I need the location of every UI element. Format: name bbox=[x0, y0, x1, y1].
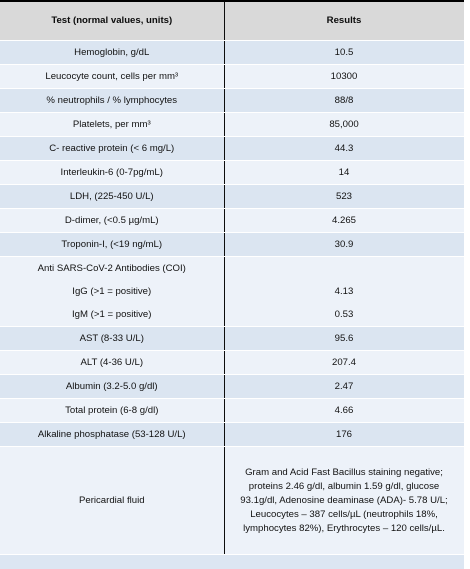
table-row bbox=[0, 209, 464, 233]
test-result: 44.3 bbox=[224, 137, 464, 161]
test-name: Pericardial fluid bbox=[0, 447, 224, 555]
test-name: Troponin-I, (<19 ng/mL) bbox=[0, 233, 224, 257]
test-name: AST (8-33 U/L) bbox=[0, 327, 224, 351]
table-row bbox=[0, 375, 464, 399]
test-result: 10300 bbox=[224, 65, 464, 89]
test-result: 85,000 bbox=[224, 113, 464, 137]
table-row bbox=[0, 351, 464, 375]
test-name: IgG (>1 = positive) bbox=[0, 280, 224, 303]
test-result: 14 bbox=[224, 161, 464, 185]
table-row bbox=[0, 137, 464, 161]
test-result: 10.5 bbox=[224, 41, 464, 65]
test-name: Albumin (3.2-5.0 g/dl) bbox=[0, 375, 224, 399]
antibodies-title: Anti SARS-CoV-2 Antibodies (COI) bbox=[0, 257, 224, 281]
test-name: Interleukin-6 (0-7pg/mL) bbox=[0, 161, 224, 185]
right-margin bbox=[464, 0, 470, 569]
test-name: LDH, (225-450 U/L) bbox=[0, 185, 224, 209]
pericardial-fluid-result bbox=[224, 447, 464, 555]
test-result: 523 bbox=[224, 185, 464, 209]
table-row bbox=[0, 399, 464, 423]
test-result: 4.13 bbox=[224, 280, 464, 303]
table-row bbox=[0, 41, 464, 65]
table-row bbox=[0, 327, 464, 351]
test-result: 4.265 bbox=[224, 209, 464, 233]
table-header-row bbox=[0, 0, 464, 41]
test-result: 30.9 bbox=[224, 233, 464, 257]
test-name: Platelets, per mm³ bbox=[0, 113, 224, 137]
fluid-line: proteins 2.46 g/dl, albumin 1.59 g/dl, glucose bbox=[248, 480, 440, 492]
table-row bbox=[0, 185, 464, 209]
test-name: Hemoglobin, g/dL bbox=[0, 41, 224, 65]
test-name: C- reactive protein (< 6 mg/L) bbox=[0, 137, 224, 161]
test-result: 2.47 bbox=[224, 375, 464, 399]
fluid-line: lymphocytes 82%), Erythrocytes – 120 cells/µL. bbox=[243, 522, 445, 534]
table-row bbox=[0, 233, 464, 257]
test-result: 95.6 bbox=[224, 327, 464, 351]
test-result: 4.66 bbox=[224, 399, 464, 423]
test-name: Alkaline phosphatase (53-128 U/L) bbox=[0, 423, 224, 447]
table-row bbox=[0, 423, 464, 447]
antibodies-title-row bbox=[0, 257, 464, 281]
test-result: 88/8 bbox=[224, 89, 464, 113]
test-name: Leucocyte count, cells per mm³ bbox=[0, 65, 224, 89]
table-row bbox=[0, 280, 464, 303]
table-row bbox=[0, 303, 464, 327]
table-row bbox=[0, 89, 464, 113]
test-name: ALT (4-36 U/L) bbox=[0, 351, 224, 375]
fluid-line: Leucocytes – 387 cells/µL (neutrophils 18%, bbox=[250, 508, 438, 520]
fluid-line: Gram and Acid Fast Bacillus staining negative; bbox=[245, 466, 443, 478]
test-name: Total protein (6-8 g/dl) bbox=[0, 399, 224, 423]
antibodies-title-result bbox=[224, 257, 464, 281]
table-row bbox=[0, 161, 464, 185]
table-row bbox=[0, 65, 464, 89]
test-result: 176 bbox=[224, 423, 464, 447]
test-name: D-dimer, (<0.5 µg/mL) bbox=[0, 209, 224, 233]
table-row bbox=[0, 113, 464, 137]
header-results: Results bbox=[224, 0, 464, 41]
test-result: 207.4 bbox=[224, 351, 464, 375]
top-border bbox=[0, 0, 470, 2]
test-name: % neutrophils / % lymphocytes bbox=[0, 89, 224, 113]
pericardial-fluid-row bbox=[0, 447, 464, 555]
header-test: Test (normal values, units) bbox=[0, 0, 224, 41]
test-name: IgM (>1 = positive) bbox=[0, 303, 224, 327]
fluid-line: 93.1g/dl, Adenosine deaminase (ADA)- 5.78 U/L; bbox=[240, 494, 448, 506]
test-result: 0.53 bbox=[224, 303, 464, 327]
